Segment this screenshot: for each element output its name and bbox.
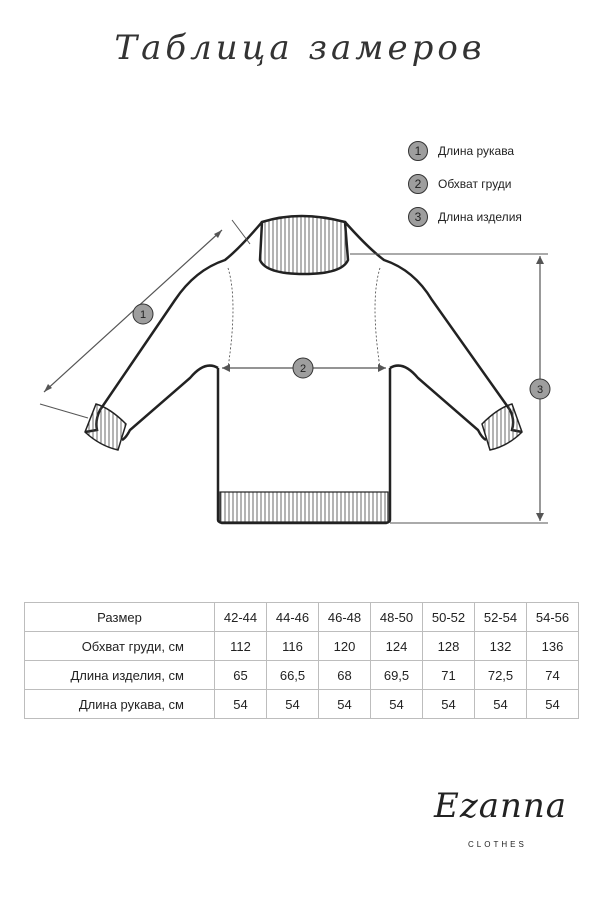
value-cell: 74 — [527, 661, 579, 690]
row-label: Длина изделия, см — [25, 661, 215, 690]
brand-logo — [420, 778, 580, 878]
value-cell: 132 — [475, 632, 527, 661]
legend-badge: 1 — [408, 141, 428, 161]
value-cell: 71 — [423, 661, 475, 690]
row-label: Обхват груди, см — [25, 632, 215, 661]
right-cuff — [482, 404, 522, 450]
size-table — [24, 602, 579, 719]
legend-label: Длина рукава — [438, 143, 515, 158]
table-row — [25, 690, 579, 719]
marker-sleeve: 1 — [139, 309, 147, 321]
value-cell: 54 — [215, 690, 267, 719]
legend — [408, 134, 522, 233]
value-cell: 54 — [371, 690, 423, 719]
marker-chest: 2 — [299, 363, 307, 375]
legend-badge: 3 — [408, 207, 428, 227]
value-cell: 54 — [423, 690, 475, 719]
value-cell: 54 — [319, 690, 371, 719]
value-cell: 116 — [267, 632, 319, 661]
size-cell: 48-50 — [371, 603, 423, 632]
legend-item — [408, 200, 522, 233]
table-row — [25, 632, 579, 661]
legend-label: Длина изделия — [438, 209, 522, 224]
header-label: Размер — [25, 603, 215, 632]
left-cuff — [85, 404, 126, 450]
brand-name: Ezanna — [434, 786, 568, 826]
collar — [260, 216, 348, 274]
hem-rib — [220, 492, 388, 522]
value-cell: 136 — [527, 632, 579, 661]
page-title: Таблица замеров — [114, 28, 486, 68]
value-cell: 54 — [475, 690, 527, 719]
value-cell: 54 — [267, 690, 319, 719]
size-cell: 52-54 — [475, 603, 527, 632]
value-cell: 66,5 — [267, 661, 319, 690]
value-cell: 72,5 — [475, 661, 527, 690]
value-cell: 112 — [215, 632, 267, 661]
legend-item — [408, 134, 522, 167]
size-cell: 46-48 — [319, 603, 371, 632]
size-cell: 54-56 — [527, 603, 579, 632]
value-cell: 65 — [215, 661, 267, 690]
legend-badge: 2 — [408, 174, 428, 194]
size-cell: 42-44 — [215, 603, 267, 632]
value-cell: 68 — [319, 661, 371, 690]
size-cell: 44-46 — [267, 603, 319, 632]
legend-item — [408, 167, 522, 200]
value-cell: 128 — [423, 632, 475, 661]
value-cell: 124 — [371, 632, 423, 661]
value-cell: 54 — [527, 690, 579, 719]
size-cell: 50-52 — [423, 603, 475, 632]
value-cell: 69,5 — [371, 661, 423, 690]
row-label: Длина рукава, см — [25, 690, 215, 719]
legend-label: Обхват груди — [438, 176, 512, 191]
table-header-row — [25, 603, 579, 632]
value-cell: 120 — [319, 632, 371, 661]
table-row — [25, 661, 579, 690]
brand-subtitle: CLOTHES — [468, 840, 527, 849]
marker-length: 3 — [536, 384, 544, 396]
